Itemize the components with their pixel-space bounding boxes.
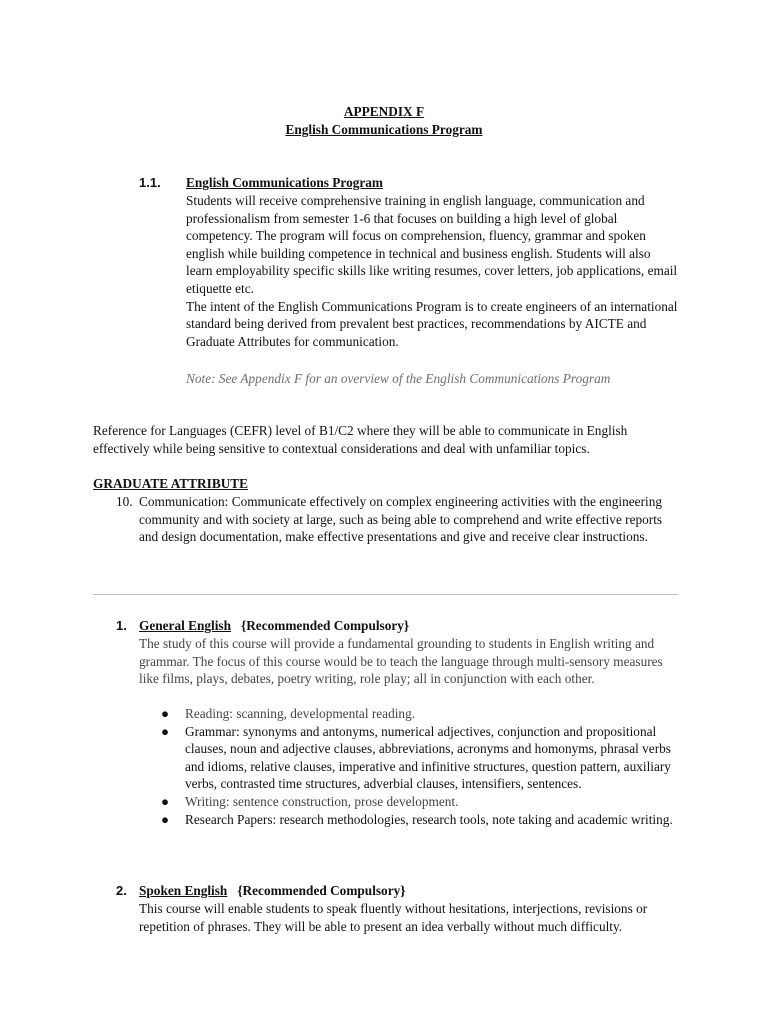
course2-description: This course will enable students to speak fluently without hesitations, interjections, revisions or repetition of phrases. They will be able to present an idea verbally without much difficulty. (139, 901, 648, 934)
list-item: ● Grammar: synonyms and antonyms, numerical adjectives, conjunction and propositional clauses, noun and adjective clauses, abbreviations, acronyms and homonyms, phrasal verbs and idioms, relative clauses, imperative and infinitive structures, question pattern, auxiliary verbs, contrasted time structures, adverbial clauses, intensifiers, sentences. (161, 723, 671, 792)
reference-paragraph: Reference for Languages (CEFR) level of B1/C2 where they will be able to communicate in English effectively while being sensitive to contextual considerations and deal with unfamiliar topics. (93, 423, 628, 456)
course2-number: 2. (116, 883, 127, 898)
list-item: ● Reading: scanning, developmental reading. (161, 706, 416, 721)
section-body (186, 192, 678, 350)
bullet-icon: ● (161, 793, 170, 809)
section-paragraph-1: Students will receive comprehensive training in english language, communication and professionalism from semester 1-6 that focuses on building a high level of global competency. The program will focus on comprehension, fluency, grammar and spoken english while building competence in technical and business english. Students will also learn employability specific skills like writing resumes, cover letters, job applications, email etiquette etc. (186, 193, 678, 296)
bullet-icon: ● (161, 811, 170, 827)
graduate-attribute-number: 10. (116, 494, 133, 509)
course1-title (139, 617, 409, 635)
course2-name: Spoken English (139, 883, 228, 898)
list-item: ● Writing: sentence construction, prose development. (161, 793, 459, 809)
course2-tag: {Recommended Compulsory} (237, 883, 406, 898)
appendix-subtitle: English Communications Program (285, 122, 483, 137)
appendix-title: APPENDIX F (343, 104, 425, 119)
section-note: Note: See Appendix F for an overview of the English Communications Program (186, 371, 611, 386)
divider (93, 594, 678, 595)
section-number: 1.1. (139, 175, 161, 190)
graduate-attribute-text: Communication: Communicate effectively on complex engineering activities with the engineering community and with society at large, such as being able to comprehend and write effective reports and design documentation, make effective presentations and give and receive clear instructions. (139, 494, 663, 545)
graduate-attribute-heading: GRADUATE ATTRIBUTE (93, 476, 249, 491)
bullet-icon: ● (161, 706, 170, 721)
course1-tag: {Recommended Compulsory} (240, 618, 410, 633)
course2-title (139, 882, 406, 900)
section-paragraph-2: The intent of the English Communications Program is to create engineers of an international standard being derived from prevalent best practices, recommendations by AICTE and Graduate Attributes for communication. (186, 298, 678, 349)
course1-number: 1. (116, 618, 127, 633)
course1-name: General English (139, 618, 231, 633)
bullet-icon: ● (161, 723, 170, 739)
section-heading: English Communications Program (186, 175, 384, 190)
course1-bullet-list (139, 705, 679, 828)
course1-description: The study of this course will provide a fundamental grounding to students in English writing and grammar. The focus of this course would be to teach the language through multi-sensory measures like films, plays, debates, poetry writing, role play; all in conjunction with each other. (139, 636, 663, 687)
list-item: ● Research Papers: research methodologies, research tools, note taking and academic writing. (161, 811, 673, 827)
